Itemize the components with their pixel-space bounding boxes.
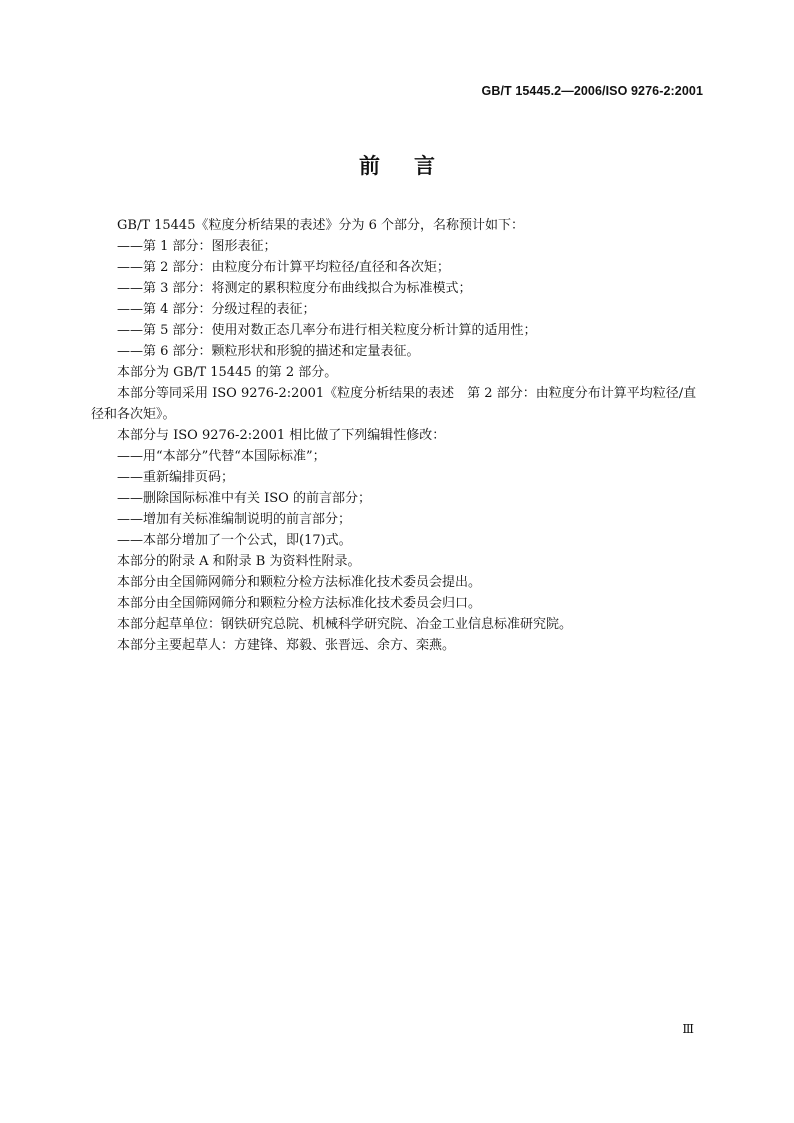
list-item-part-4: ——第 4 部分：分级过程的表征； — [117, 302, 316, 317]
paragraph-proposed-by: 本部分由全国筛网筛分和颗粒分检方法标准化技术委员会提出。 — [117, 575, 482, 590]
paragraph-drafting-units: 本部分起草单位：钢铁研究总院、机械科学研究院、冶金工业信息标准研究院。 — [117, 617, 573, 632]
list-item-part-5: ——第 5 部分：使用对数正态几率分布进行相关粒度分析计算的适用性； — [117, 323, 537, 338]
list-item-modification-4: ——增加有关标准编制说明的前言部分； — [117, 512, 352, 527]
paragraph-parts-intro: GB/T 15445《粒度分析结果的表述》分为 6 个部分，名称预计如下： — [117, 218, 525, 233]
list-item-modification-5: ——本部分增加了一个公式，即(17)式。 — [117, 533, 352, 548]
paragraph-modifications-intro: 本部分与 ISO 9276-2:2001 相比做了下列编辑性修改： — [117, 428, 446, 443]
list-item-part-6: ——第 6 部分：颗粒形状和形貌的描述和定量表征。 — [117, 344, 420, 359]
standard-code-header: GB/T 15445.2—2006/ISO 9276-2:2001 — [481, 84, 703, 98]
paragraph-part-statement: 本部分为 GB/T 15445 的第 2 部分。 — [117, 365, 338, 380]
paragraph-adoption: 本部分等同采用 ISO 9276-2:2001《粒度分析结果的表述 第 2 部分：由粒度分布计算平均粒径/直径和各次矩》。 — [91, 386, 697, 422]
list-item-part-3: ——第 3 部分：将测定的累积粒度分布曲线拟合为标准模式； — [117, 281, 472, 296]
list-item-part-1: ——第 1 部分：图形表征； — [117, 239, 277, 254]
page-number: Ⅲ — [682, 1022, 694, 1036]
paragraph-annexes: 本部分的附录 A 和附录 B 为资料性附录。 — [117, 554, 361, 569]
paragraph-administered-by: 本部分由全国筛网筛分和颗粒分检方法标准化技术委员会归口。 — [117, 596, 482, 611]
foreword-body — [91, 215, 703, 656]
list-item-modification-2: ——重新编排页码； — [117, 470, 235, 485]
page-title: 前言 — [359, 154, 469, 178]
list-item-part-2: ——第 2 部分：由粒度分布计算平均粒径/直径和各次矩； — [117, 260, 450, 275]
paragraph-drafters: 本部分主要起草人：方建锋、郑毅、张晋远、余方、栾燕。 — [117, 638, 456, 653]
list-item-modification-3: ——删除国际标准中有关 ISO 的前言部分； — [117, 491, 371, 506]
list-item-modification-1: ——用“本部分”代替“本国际标准”； — [117, 449, 326, 464]
